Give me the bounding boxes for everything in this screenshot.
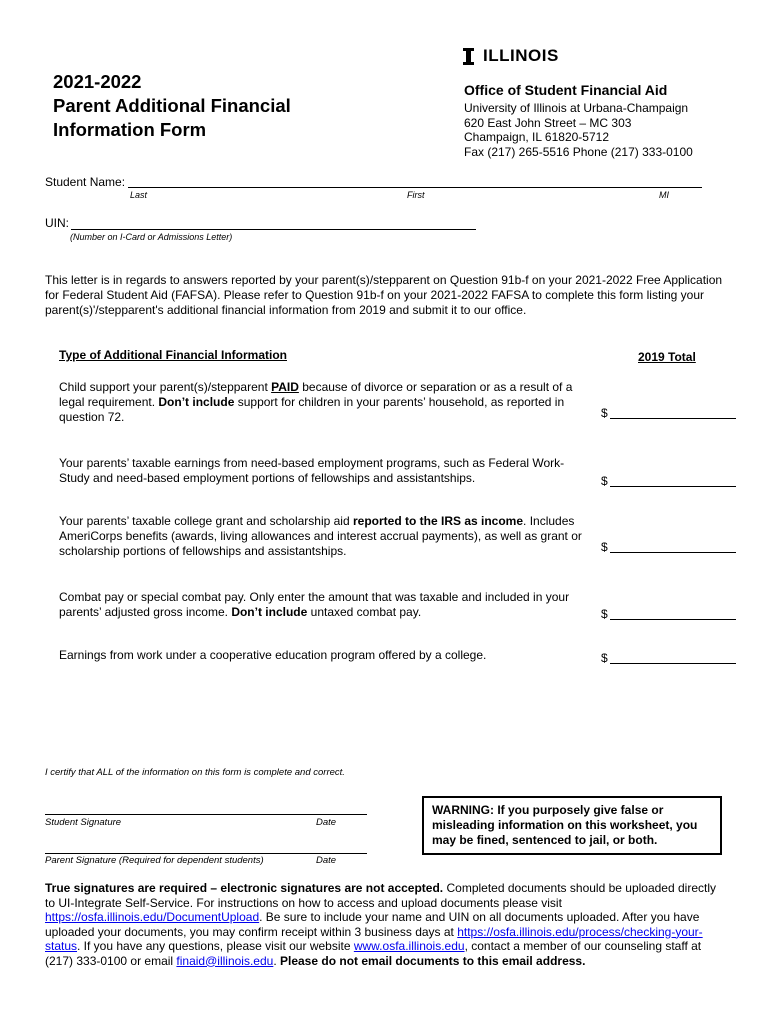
email-link[interactable]: finaid@illinois.edu bbox=[176, 953, 274, 968]
certification-statement: I certify that ALL of the information on this form is complete and correct. bbox=[45, 767, 345, 778]
document-upload-link[interactable]: https://osfa.illinois.edu/DocumentUpload bbox=[45, 910, 260, 924]
row-grant-scholarship: Your parents’ taxable college grant and scholarship aid reported to the IRS as income. Includes AmeriCorps benefits (awards, living allowances and interest accrual payments), as well as grant or scholarship portions of fellowships and assistantships. bbox=[59, 514, 582, 558]
row-combat-pay: Combat pay or special combat pay. Only enter the amount that was taxable and included in your parents’ adjusted gross income. Don’t include untaxed combat pay. bbox=[59, 590, 570, 619]
office-title: Office of Student Financial Aid bbox=[464, 82, 668, 98]
uin-hint: (Number on I-Card or Admissions Letter) bbox=[70, 232, 233, 242]
column-type-header: Type of Additional Financial Information bbox=[59, 348, 287, 362]
uin-field[interactable] bbox=[71, 218, 476, 230]
student-signature-label: Student Signature bbox=[45, 817, 122, 828]
amount-field-grant-scholarship[interactable]: $ bbox=[601, 540, 736, 554]
row-need-based-employment: Your parents’ taxable earnings from need-based employment programs, such as Federal Work-Study and need-based employment portions of fellowships and assistantships. bbox=[59, 456, 565, 485]
footer-instructions: True signatures are required – electronic signatures are not accepted. Completed documents should be uploaded directly to UI-Integrate Self-Service. For instructions on how to access and upload documents please visit https://osfa.illinois.edu/DocumentUpload. Be sure to include your name and UIN on all documents uploaded. After you have uploaded your documents, you may confirm receipt within 3 business days at https://osfa.illinois.edu/process/checking-your-status. If you have any questions, please visit our website www.osfa.illinois.edu, contact a member of our counseling staff at (217) 333-0100 or email finaid@illinois.edu. Please do not email documents to this email address. bbox=[45, 881, 716, 968]
student-name-label: Student Name: bbox=[45, 175, 126, 189]
row-child-support: Child support your parent(s)/stepparent PAID because of divorce or separation or as a result of a legal requirement. Don’t include support for children in your parents’ household, as reported in question 72. bbox=[59, 380, 573, 424]
last-name-label: Last bbox=[130, 190, 148, 200]
illinois-logo bbox=[463, 46, 559, 66]
uin-label: UIN: bbox=[45, 216, 69, 230]
student-date-label: Date bbox=[316, 817, 337, 828]
amount-field-cooperative-education[interactable]: $ bbox=[601, 651, 736, 665]
mi-label: MI bbox=[659, 190, 669, 200]
illinois-block-i-icon bbox=[463, 48, 474, 65]
first-name-label: First bbox=[407, 190, 425, 200]
intro-paragraph: This letter is in regards to answers reported by your parent(s)/stepparent on Question 91b-f on your 2021-2022 Free Application for Federal Student Aid (FAFSA). Please refer to Question 91b-f on your 2021-2022 FAFSA to complete this form listing your parent(s)'/stepparent's additional financial information from 2019 and submit it to our office. bbox=[45, 273, 723, 317]
office-address: University of Illinois at Urbana-Champaign 620 East John Street – MC 303 Champaign, IL 61820-5712 Fax (217) 265-5516 Phone (217) 333-0100 bbox=[464, 101, 693, 159]
logo-text: ILLINOIS bbox=[483, 46, 559, 65]
form-title: 2021-2022 Parent Additional Financial Information Form bbox=[53, 71, 291, 140]
student-signature-line[interactable] bbox=[45, 804, 367, 815]
amount-field-combat-pay[interactable]: $ bbox=[601, 607, 736, 621]
student-name-field[interactable] bbox=[128, 176, 702, 188]
amount-field-child-support[interactable]: $ bbox=[601, 406, 736, 420]
column-total-header: 2019 Total bbox=[638, 350, 696, 364]
row-cooperative-education: Earnings from work under a cooperative education program offered by a college. bbox=[59, 648, 487, 662]
parent-signature-line[interactable] bbox=[45, 843, 367, 854]
website-link[interactable]: www.osfa.illinois.edu bbox=[353, 939, 465, 953]
checking-status-link[interactable]: https://osfa.illinois.edu/process/checking-your-status bbox=[45, 924, 703, 953]
parent-date-label: Date bbox=[316, 855, 337, 866]
warning-box: WARNING: If you purposely give false or misleading information on this worksheet, you may be fined, sentenced to jail, or both. bbox=[422, 796, 722, 855]
parent-signature-label: Parent Signature (Required for dependent students) bbox=[45, 855, 264, 866]
amount-field-need-based-employment[interactable]: $ bbox=[601, 474, 736, 488]
